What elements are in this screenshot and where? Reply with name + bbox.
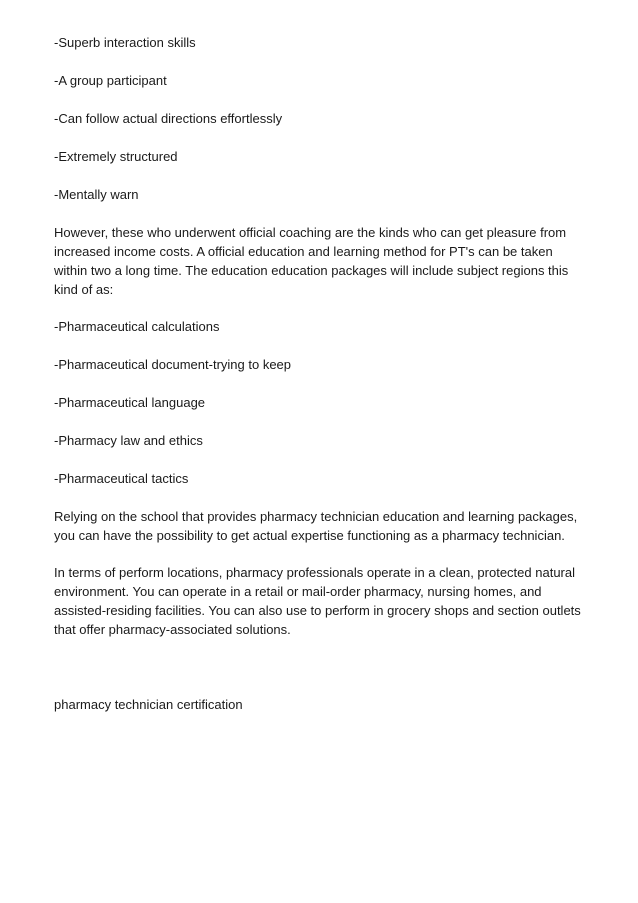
paragraph-line: that offer pharmacy-associated solutions. [54,622,291,637]
subject-item: -Pharmaceutical document-trying to keep [54,357,292,372]
subject-item: -Pharmaceutical calculations [54,319,220,334]
paragraph-line: increased income costs. A official education and learning method for PT's can be taken [54,244,553,259]
subject-item: -Pharmacy law and ethics [54,433,203,448]
subject-item: -Pharmaceutical tactics [54,471,189,486]
paragraph-school [54,507,584,545]
bullet-item: -A group participant [54,73,167,88]
bullet-item: -Extremely structured [54,149,178,164]
paragraph-line: within two a long time. The education education packages will include subject regions this [54,263,569,278]
paragraph-line: you can have the possibility to get actual expertise functioning as a pharmacy technician. [54,528,565,543]
paragraph-line: kind of as: [54,282,114,297]
paragraph-line: environment. You can operate in a retail or mail-order pharmacy, nursing homes, and [54,584,542,599]
paragraph-line: assisted-residing facilities. You can also use to perform in grocery shops and section outlets [54,603,581,618]
paragraph-line: In terms of perform locations, pharmacy professionals operate in a clean, protected natural [54,565,575,580]
paragraph-line: Relying on the school that provides pharmacy technician education and learning packages, [54,509,578,524]
footer-keyword: pharmacy technician certification [54,697,243,712]
bullet-item: -Superb interaction skills [54,35,196,50]
bullet-item: -Mentally warn [54,187,139,202]
paragraph-line: However, these who underwent official coaching are the kinds who can get pleasure from [54,225,567,240]
paragraph-locations [54,563,584,639]
bullet-item: -Can follow actual directions effortlessly [54,111,283,126]
paragraph-coaching [54,223,584,299]
subject-item: -Pharmaceutical language [54,395,206,410]
document-body [54,33,584,714]
